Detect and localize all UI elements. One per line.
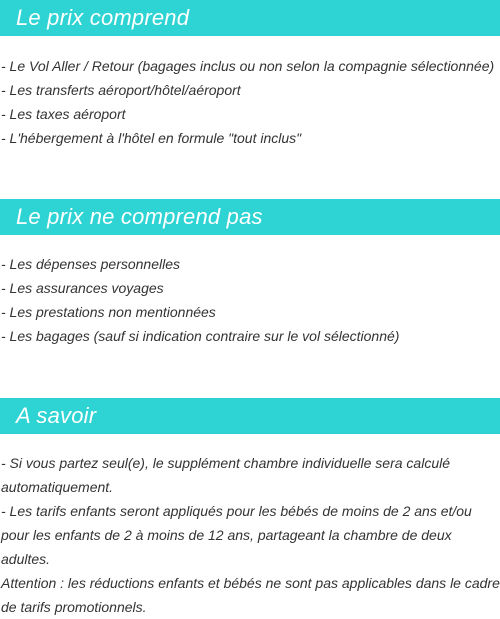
list-item: - Les prestations non mentionnées: [1, 304, 216, 320]
section-good-to-know: [0, 398, 500, 619]
included-list: [0, 54, 500, 150]
list-item: - Les taxes aéroport: [1, 106, 126, 122]
section-price-includes: [0, 0, 500, 150]
info-paragraph: - Les tarifs enfants seront appliqués pour les bébés de moins de 2 ans et/ou pour les enfants de 2 à moins de 12 ans, partageant la chambre de deux adultes.: [1, 503, 472, 567]
list-item: - L'hébergement à l'hôtel en formule "tout inclus": [1, 130, 302, 146]
list-item: - Le Vol Aller / Retour (bagages inclus ou non selon la compagnie sélectionnée): [1, 58, 495, 74]
excluded-list: [0, 252, 500, 348]
info-paragraph: Attention : les réductions enfants et bébés ne sont pas applicables dans le cadre de tarifs promotionnels.: [1, 575, 500, 615]
section-header: [0, 0, 500, 36]
section-header: [0, 398, 500, 434]
section-header: [0, 199, 500, 235]
info-paragraphs: [0, 451, 500, 619]
section-title: Le prix comprend: [16, 5, 190, 30]
info-paragraph: - Si vous partez seul(e), le supplément chambre individuelle sera calculé automatiquement.: [1, 455, 450, 495]
section-title: A savoir: [16, 403, 97, 428]
section-price-excludes: [0, 199, 500, 348]
list-item: - Les transferts aéroport/hôtel/aéroport: [1, 82, 241, 98]
list-item: - Les bagages (sauf si indication contraire sur le vol sélectionné): [1, 328, 400, 344]
list-item: - Les dépenses personnelles: [1, 256, 181, 272]
list-item: - Les assurances voyages: [1, 280, 164, 296]
section-title: Le prix ne comprend pas: [16, 204, 263, 229]
